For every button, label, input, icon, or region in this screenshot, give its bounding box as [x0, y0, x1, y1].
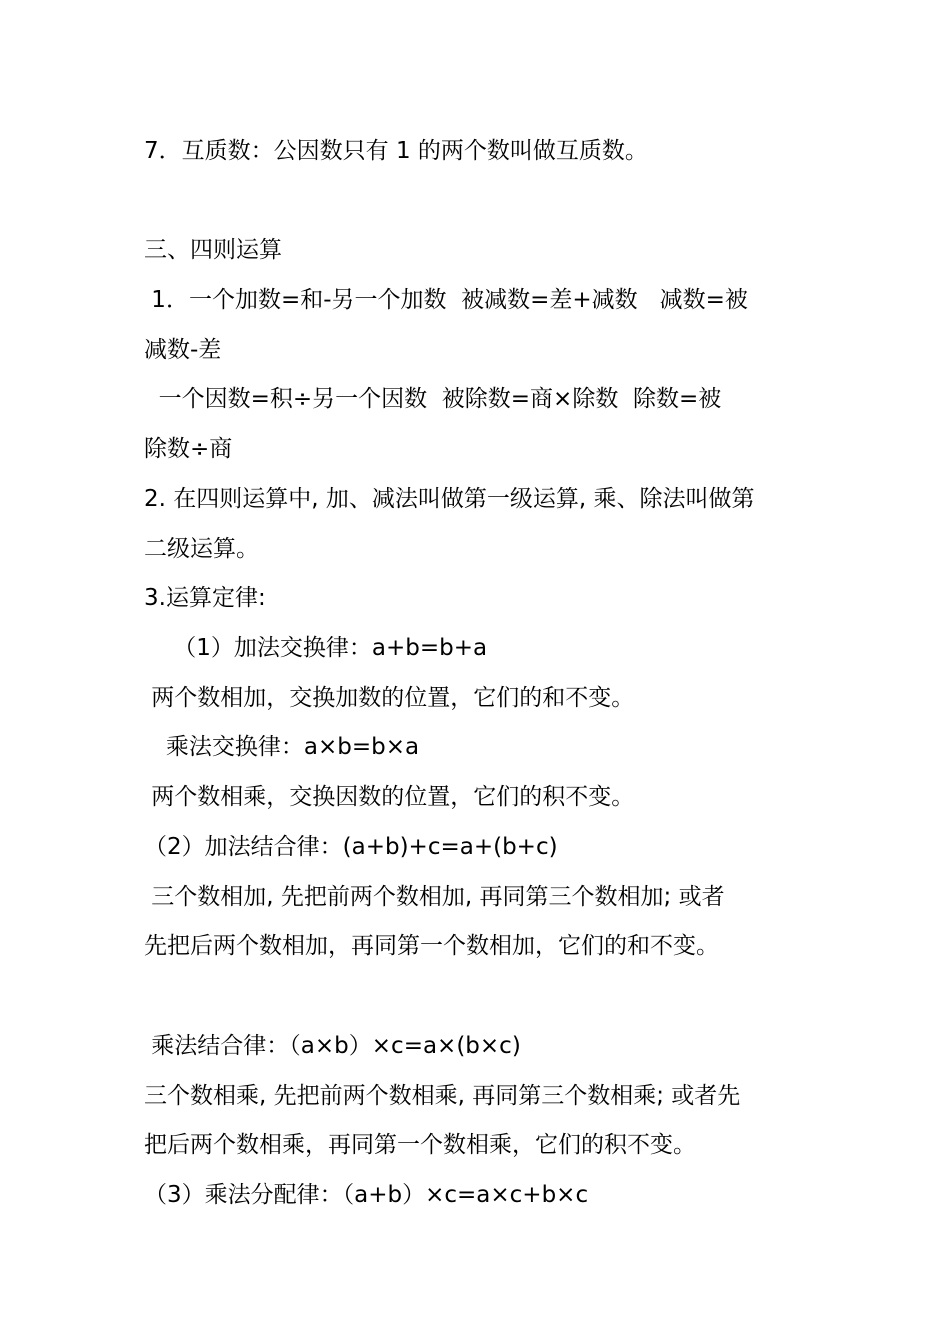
addition-associative-explanation-cont: 先把后两个数相加，再同第一个数相加，它们的和不变。: [144, 933, 719, 959]
multiplication-distributive-law: （3）乘法分配律：（a+b）×c=a×c+b×c: [144, 1182, 589, 1208]
addition-associative-explanation: 三个数相加, 先把前两个数相加, 再同第三个数相加; 或者: [144, 884, 725, 910]
operation-levels-text: 2. 在四则运算中, 加、减法叫做第一级运算, 乘、除法叫做第: [144, 486, 755, 512]
addend-subtraction-formulas-cont: 减数-差: [144, 337, 222, 363]
factor-division-formulas-cont: 除数÷商: [144, 436, 233, 462]
multiplication-associative-explanation-cont: 把后两个数相乘，再同第一个数相乘，它们的积不变。: [144, 1132, 696, 1158]
factor-division-formulas: 一个因数=积÷另一个因数 被除数=商×除数 除数=被: [144, 386, 722, 412]
multiplication-commutative-explanation: 两个数相乘，交换因数的位置，它们的积不变。: [144, 784, 635, 810]
addition-associative-law: （2）加法结合律：(a+b)+c=a+(b+c): [144, 834, 558, 860]
addition-commutative-explanation: 两个数相加，交换加数的位置，它们的和不变。: [144, 685, 635, 711]
addend-subtraction-formulas: 1．一个加数=和-另一个加数 被减数=差+减数 减数=被: [144, 287, 748, 313]
operation-levels-text-cont: 二级运算。: [144, 536, 259, 562]
multiplication-associative-explanation: 三个数相乘, 先把前两个数相乘, 再同第三个数相乘; 或者先: [144, 1083, 741, 1109]
multiplication-associative-law: 乘法结合律：（a×b）×c=a×(b×c): [144, 1033, 521, 1059]
coprime-definition: 7．互质数：公因数只有 1 的两个数叫做互质数。: [144, 138, 648, 164]
multiplication-commutative-law: 乘法交换律：a×b=b×a: [144, 734, 420, 760]
laws-heading: 3.运算定律:: [144, 585, 266, 611]
section-heading-arithmetic: 三、四则运算: [144, 237, 282, 263]
addition-commutative-law: （1）加法交换律：a+b=b+a: [144, 635, 488, 661]
